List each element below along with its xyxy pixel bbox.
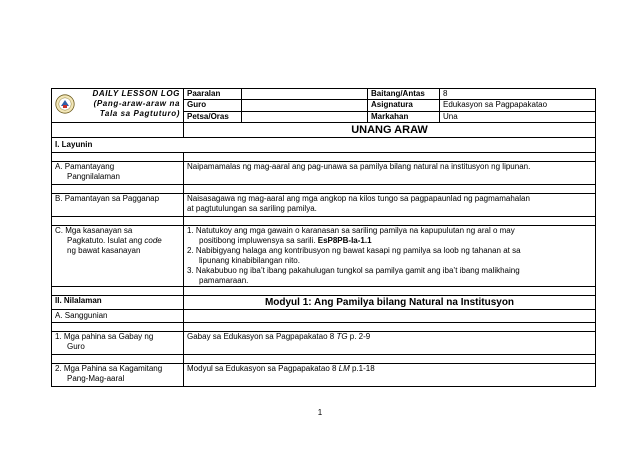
header-row-1: [52, 89, 596, 100]
spacer-row: [52, 323, 596, 332]
kasanayan-item-2: [187, 246, 592, 266]
layunin-c-label-code: code: [144, 236, 162, 245]
kasanayan-item-1-line2: [187, 236, 592, 246]
gabay-content: [184, 332, 596, 355]
spacer-row: [52, 217, 596, 226]
page-number: 1: [317, 408, 323, 417]
spacer-cell: [52, 287, 184, 296]
kasanayan-item-1-text: positibong impluwensya sa sarili.: [199, 236, 316, 245]
sanggunian-blank: [184, 310, 596, 323]
kagamitan-label: [52, 364, 184, 387]
spacer-cell: [52, 323, 184, 332]
sanggunian-label: A. Sanggunian: [52, 310, 184, 323]
layunin-c-label-3: ng bawat kasanayan: [67, 246, 141, 255]
layunin-c-label: [52, 226, 184, 287]
layunin-c-label-2: [55, 236, 180, 246]
header-title-cell: [52, 89, 184, 123]
field-value-markahan[interactable]: Una: [440, 111, 596, 122]
day-row: [52, 123, 596, 138]
gabay-label: [52, 332, 184, 355]
field-label-guro: Guro: [184, 100, 242, 111]
header-title: DAILY LESSON LOG: [92, 89, 180, 98]
kagamitan-row: [52, 364, 596, 387]
layunin-a-label-2: Pangnilalaman: [67, 172, 120, 181]
field-label-petsa: Petsa/Oras: [184, 111, 242, 122]
day-title: UNANG ARAW: [184, 123, 596, 138]
layunin-heading-row: [52, 138, 596, 153]
layunin-heading: I. Layunin: [52, 138, 596, 153]
kagamitan-label-2: Pang-Mag-aaral: [67, 374, 125, 383]
spacer-row: [52, 287, 596, 296]
nilalaman-heading: II. Nilalaman: [52, 296, 184, 310]
spacer-cell: [52, 217, 184, 226]
kasanayan-item-2-line1: 2. Nabibigyang halaga ang kontribusyon ng bawat kasapi ng pamilya sa loob ng tahanan at sa: [187, 246, 521, 255]
modyul-title: Modyul 1: Ang Pamilya bilang Natural na Institusyon: [184, 296, 596, 310]
field-label-markahan: Markahan: [368, 111, 440, 122]
kasanayan-item-1-line1: 1. Natutukoy ang mga gawain o karanasan sa sariling pamilya na kapupulutan ng aral o may: [187, 226, 515, 235]
spacer-cell: [184, 153, 596, 162]
spacer-row: [52, 185, 596, 194]
field-value-paaralan[interactable]: [242, 89, 368, 100]
spacer-cell: [184, 185, 596, 194]
spacer-row: [52, 355, 596, 364]
gabay-content-post: p. 2-9: [347, 332, 371, 341]
gabay-content-tg: TG: [336, 332, 348, 341]
field-value-petsa[interactable]: [242, 111, 368, 122]
kagamitan-label-1: 2. Mga Pahina sa Kagamitang: [55, 364, 163, 373]
field-value-guro[interactable]: [242, 100, 368, 111]
spacer-cell: [184, 355, 596, 364]
day-blank-cell: [52, 123, 184, 138]
gabay-label-2: Guro: [67, 342, 85, 351]
field-label-asignatura: Asignatura: [368, 100, 440, 111]
layunin-a-content: Naipamamalas ng mag-aaral ang pag-unawa sa pamilya bilang natural na institusyon ng lipunan.: [184, 162, 596, 185]
layunin-b-content-2: at pagtutulungan sa sariling pamilya.: [187, 204, 317, 213]
spacer-cell: [184, 287, 596, 296]
layunin-a-label: [52, 162, 184, 185]
header-subtitle-2: Tala sa Pagtuturo): [99, 109, 180, 118]
header-subtitle-1: (Pang-araw-araw na: [93, 99, 180, 108]
spacer-cell: [52, 153, 184, 162]
deped-seal-icon: [55, 94, 75, 114]
layunin-b-content: [184, 194, 596, 217]
kagamitan-content-lm: LM: [338, 364, 350, 373]
layunin-row-b: [52, 194, 596, 217]
spacer-cell: [52, 355, 184, 364]
kagamitan-content: [184, 364, 596, 387]
layunin-c-content: [184, 226, 596, 287]
daily-lesson-log-table: [51, 88, 596, 387]
spacer-cell: [52, 185, 184, 194]
layunin-b-content-1: Naisasagawa ng mag-aaral ang mga angkop na kilos tungo sa pagpapaunlad ng pagmamahalan: [187, 194, 530, 203]
layunin-row-a: [52, 162, 596, 185]
field-label-baitang: Baitang/Antas: [368, 89, 440, 100]
nilalaman-row: [52, 296, 596, 310]
layunin-row-c: [52, 226, 596, 287]
layunin-b-label: B. Pamantayan sa Pagganap: [52, 194, 184, 217]
kagamitan-content-post: p.1-18: [349, 364, 375, 373]
layunin-c-label-2a: Pagkatuto. Isulat ang: [67, 236, 145, 245]
spacer-cell: [184, 323, 596, 332]
kasanayan-item-3-line1: 3. Nakabubuo ng iba’t ibang pakahulugan tungkol sa pamilya gamit ang iba’t ibang malikhaing: [187, 266, 520, 275]
layunin-c-label-1: C. Mga kasanayan sa: [55, 226, 133, 235]
kasanayan-item-1: [187, 226, 592, 246]
field-value-asignatura[interactable]: Edukasyon sa Pagpapakatao: [440, 100, 596, 111]
kasanayan-item-3: [187, 266, 592, 286]
field-label-paaralan: Paaralan: [184, 89, 242, 100]
spacer-row: [52, 153, 596, 162]
spacer-cell: [184, 217, 596, 226]
kagamitan-content-pre: Modyul sa Edukasyon sa Pagpapakatao 8: [187, 364, 339, 373]
gabay-row: [52, 332, 596, 355]
kasanayan-code: EsP8PB-Ia-1.1: [317, 236, 372, 245]
gabay-content-pre: Gabay sa Edukasyon sa Pagpapakatao 8: [187, 332, 337, 341]
sanggunian-row: [52, 310, 596, 323]
kasanayan-item-3-line2: pamamaraan.: [199, 276, 249, 285]
layunin-a-label-1: A. Pamantayang: [55, 162, 115, 171]
gabay-label-1: 1. Mga pahina sa Gabay ng: [55, 332, 154, 341]
kasanayan-item-2-line2: lipunang kinabibilangan nito.: [199, 256, 300, 265]
field-value-baitang[interactable]: 8: [440, 89, 596, 100]
